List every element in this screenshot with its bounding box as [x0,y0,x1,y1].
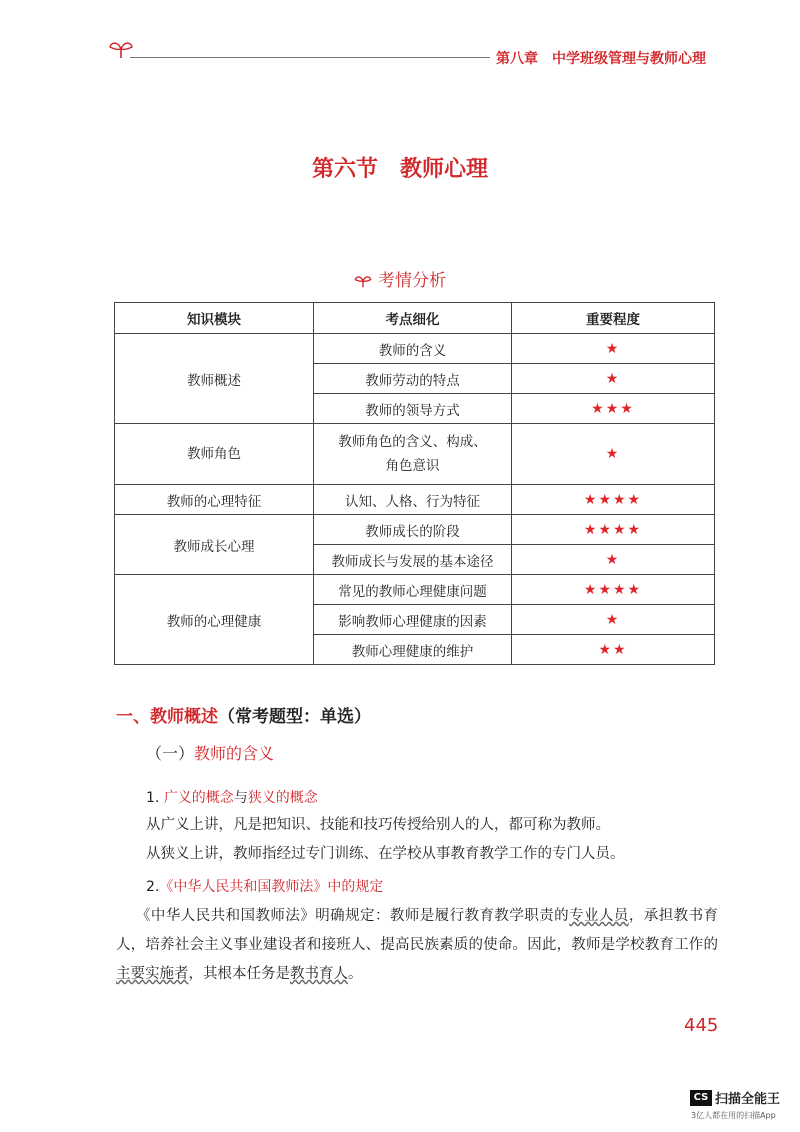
scanner-tagline: 3亿人都在用的扫描App [691,1111,776,1120]
module-cell: 教师的心理健康 [115,575,314,665]
sub-number: 1. [146,790,164,806]
para-text: ，其根本任务是 [188,966,290,982]
section-title: 第六节 教师心理 [311,157,488,182]
topic-cell: 教师的领导方式 [314,394,512,424]
module-cell: 教师成长心理 [115,515,314,575]
importance-stars: ★ [512,364,715,394]
importance-stars: ★★★★ [512,485,715,515]
topic-cell: 教师成长的阶段 [314,515,512,545]
module-cell: 教师的心理特征 [115,485,314,515]
sub-term-narrow: 狭义的概念 [247,790,318,806]
scanner-app-name: 扫描全能王 [715,1092,781,1107]
module-cell: 教师角色 [115,424,314,485]
heading-note: （常考题型：单选） [218,707,371,727]
table-row [115,575,715,605]
topic-cell: 影响教师心理健康的因素 [314,605,512,635]
importance-stars: ★ [512,334,715,364]
heading-level-2 [146,741,274,764]
underlined-term: 教书育人 [290,966,348,982]
law-paragraph [116,902,718,989]
table-header-row [115,303,715,334]
importance-stars: ★★★ [512,394,715,424]
underlined-term: 专业人员 [569,908,629,924]
sub-number: 2. [146,879,160,895]
table-row [115,515,715,545]
topic-cell: 教师角色的含义、构成、角色意识 [314,424,512,485]
topic-cell: 认知、人格、行为特征 [314,485,512,515]
analysis-title: 考情分析 [378,271,446,291]
column-header: 考点细化 [314,303,512,334]
subheading-2 [146,876,383,896]
topic-cell: 常见的教师心理健康问题 [314,575,512,605]
column-header: 重要程度 [512,303,715,334]
importance-stars: ★ [512,424,715,485]
importance-stars: ★★★★ [512,515,715,545]
heading-level-1 [116,702,371,727]
scanner-logo-icon: CS [690,1090,712,1106]
importance-stars: ★★★★ [512,575,715,605]
table-row [115,485,715,515]
table-row [115,334,715,364]
table-row [115,424,715,485]
page-number: 445 [684,1015,719,1036]
heading-prefix: 一、 [116,707,150,727]
exam-analysis-table [114,302,715,665]
para-text: 《中华人民共和国教师法》明确规定：教师是履行教育教学职责的 [136,908,570,924]
scanner-watermark [690,1087,780,1107]
sub-title: 《中华人民共和国教师法》中的规定 [159,879,384,895]
importance-stars: ★ [512,605,715,635]
topic-cell: 教师心理健康的维护 [314,635,512,665]
chapter-title: 第八章 中学班级管理与教师心理 [496,51,706,67]
heading-title: 教师概述 [150,707,218,727]
importance-stars: ★★ [512,635,715,665]
topic-cell: 教师的含义 [314,334,512,364]
heading-title: 教师的含义 [194,744,275,763]
sub-term-broad: 广义的概念 [163,790,234,806]
column-header: 知识模块 [115,303,314,334]
sprout-icon [354,273,372,289]
para-text: 。 [348,966,363,982]
topic-cell: 教师成长与发展的基本途径 [314,545,512,575]
importance-stars: ★ [512,545,715,575]
analysis-heading [0,266,800,291]
underlined-term: 主要实施者 [116,966,189,982]
definition-broad: 从广义上讲，凡是把知识、技能和技巧传授给别人的人，都可称为教师。 [146,817,610,833]
module-cell: 教师概述 [115,334,314,424]
para-text: ，承担教书育人，培养社会主义事业建设者和接班人、提高民族素质的使命。因此，教师是学校教育工作的 [116,908,719,953]
subheading-1 [146,787,318,807]
topic-cell: 教师劳动的特点 [314,364,512,394]
sub-connector: 与 [233,790,248,806]
heading-prefix: （一） [146,744,195,763]
header-rule [130,57,490,58]
definition-narrow: 从狭义上讲，教师指经过专门训练、在学校从事教育教学工作的专门人员。 [146,846,625,862]
